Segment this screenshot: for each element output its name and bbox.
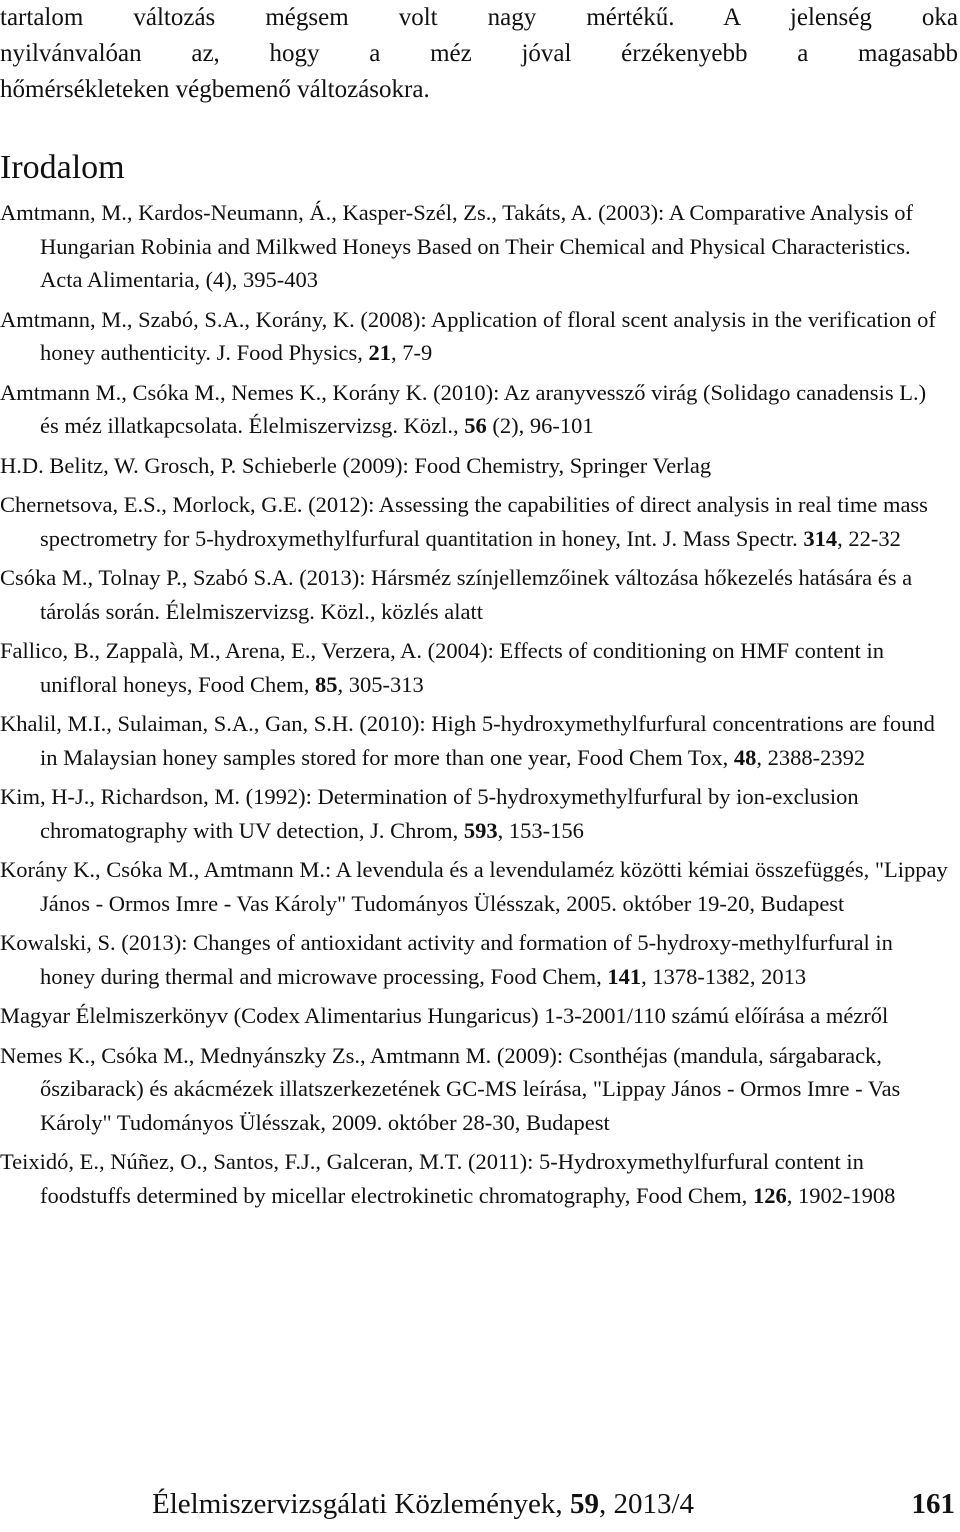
reference-item: Amtmann, M., Szabó, S.A., Korány, K. (2008): Application of floral scent analysis in the verification of honey authenticity. J. Food Physics, 21, 7-9 — [0, 306, 936, 365]
intro-paragraph — [0, 0, 958, 108]
reference-item: Chernetsova, E.S., Morlock, G.E. (2012): Assessing the capabilities of direct analysis in real time mass spectrometry for 5-hydroxymethylfurfural quantitation in honey, Int. J. Mass Spectr. 314, 22-32 — [0, 492, 928, 551]
journal-volume: 59 — [569, 1488, 599, 1520]
reference-item: H.D. Belitz, W. Grosch, P. Schieberle (2009): Food Chemistry, Springer Verlag — [0, 452, 712, 478]
intro-line: nyilvánvalóan az, hogy a méz jóval érzékenyebb a magasabb — [0, 40, 958, 67]
reference-item: Khalil, M.I., Sulaiman, S.A., Gan, S.H. (2010): High 5-hydroxymethylfurfural concentrations are found in Malaysian honey samples stored for more than one year, Food Chem Tox, 48, 2388-2392 — [0, 711, 935, 770]
page-number: 161 — [911, 1488, 955, 1520]
reference-item: Csóka M., Tolnay P., Szabó S.A. (2013): Hársméz színjellemzőinek változása hőkezelés hatására és a tárolás során. Élelmiszervizsg. Közl., közlés alatt — [0, 565, 913, 624]
reference-item: Fallico, B., Zappalà, M., Arena, E., Verzera, A. (2004): Effects of conditioning on HMF content in unifloral honeys, Food Chem, 85, 305-313 — [0, 638, 884, 697]
page-footer — [152, 1486, 957, 1522]
journal-name: Élelmiszervizsgálati Közlemények, — [152, 1488, 570, 1520]
reference-item: Amtmann M., Csóka M., Nemes K., Korány K. (2010): Az aranyvessző virág (Solidago canadensis L.) és méz illatkapcsolata. Élelmiszervizsg. Közl., 56 (2), 96-101 — [0, 379, 927, 438]
reference-item: Teixidó, E., Núñez, O., Santos, F.J., Galceran, M.T. (2011): 5-Hydroxymethylfurfural content in foodstuffs determined by micellar electrokinetic chromatography, Food Chem, 126, 1902-1908 — [0, 1149, 896, 1208]
reference-item: Kowalski, S. (2013): Changes of antioxidant activity and formation of 5-hydroxy-methylfurfural in honey during thermal and microwave processing, Food Chem, 141, 1378-1382, 2013 — [0, 930, 893, 989]
reference-item: Kim, H-J., Richardson, M. (1992): Determination of 5-hydroxymethylfurfural by ion-exclusion chromatography with UV detection, J. Chrom, 593, 153-156 — [0, 784, 859, 843]
reference-list — [0, 196, 950, 1218]
journal-issue: , 2013/4 — [598, 1488, 694, 1520]
reference-item: Magyar Élelmiszerkönyv (Codex Alimentarius Hungaricus) 1-3-2001/110 számú előírása a mézről — [0, 1003, 889, 1028]
section-heading: Irodalom — [0, 149, 125, 186]
reference-item: Nemes K., Csóka M., Mednyánszky Zs., Amtmann M. (2009): Csonthéjas (mandula, sárgabarack, őszibarack) és akácmézek illatszerkezetének GC-MS leírása, "Lippay János - Ormos Imre - Vas Károly" Tudományos Ülésszak, 2009. október 28-30, Budapest — [0, 1042, 901, 1135]
intro-line: tartalom változás mégsem volt nagy mértékű. A jelenség oka — [0, 4, 958, 31]
reference-item: Amtmann, M., Kardos-Neumann, Á., Kasper-Szél, Zs., Takáts, A. (2003): A Comparative Analysis of Hungarian Robinia and Milkwed Honeys Based on Their Chemical and Physical Characteristics. Acta Alimentaria, (4), 395-403 — [0, 200, 914, 292]
intro-line: hőmérsékleteken végbemenő változásokra. — [0, 76, 430, 103]
reference-item: Korány K., Csóka M., Amtmann M.: A levendula és a levendulaméz közötti kémiai összefüggés, "Lippay János - Ormos Imre - Vas Károly" Tudományos Ülésszak, 2005. október 19-20, Budapest — [0, 857, 948, 916]
